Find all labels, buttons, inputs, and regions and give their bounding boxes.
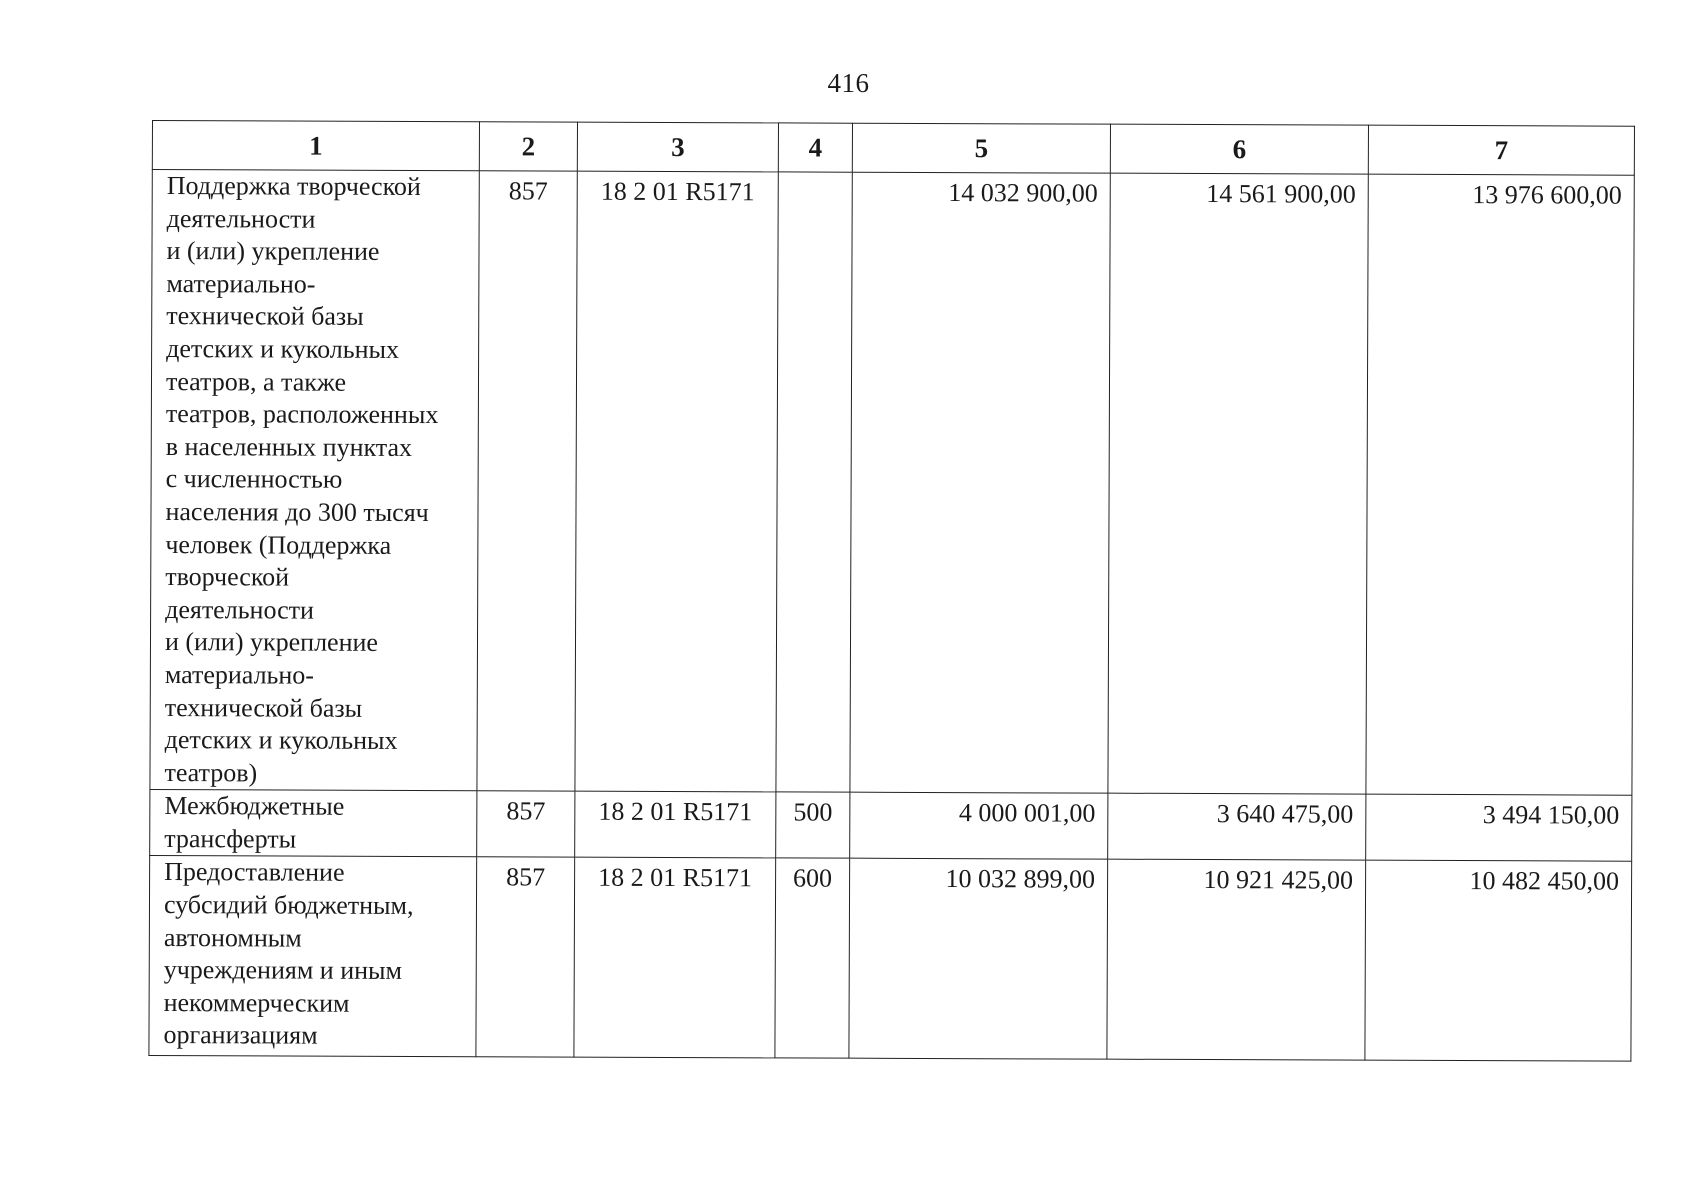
sum-year2-cell: 14 561 900,00 bbox=[1108, 173, 1368, 794]
expense-type-cell: 500 bbox=[776, 792, 850, 858]
expense-type-cell bbox=[776, 172, 852, 793]
header-col-4: 4 bbox=[778, 123, 852, 172]
sum-year3-cell: 13 976 600,00 bbox=[1366, 174, 1634, 795]
name-line: театров, расположенных bbox=[165, 399, 439, 430]
sum-year3-cell: 3 494 150,00 bbox=[1366, 794, 1632, 861]
header-col-5: 5 bbox=[852, 123, 1110, 173]
name-line: и (или) укрепление bbox=[166, 236, 380, 267]
budget-table bbox=[148, 120, 1635, 1062]
target-article-cell: 18 2 01 R5171 bbox=[575, 171, 778, 792]
page-number: 416 bbox=[827, 68, 870, 98]
table-row bbox=[149, 856, 1632, 1062]
target-article-cell: 18 2 01 R5171 bbox=[575, 791, 776, 858]
name-line: автономным bbox=[163, 922, 302, 953]
ministry-code-cell: 857 bbox=[477, 171, 577, 792]
name-line: детских и кукольных bbox=[164, 725, 398, 756]
header-col-7: 7 bbox=[1368, 125, 1634, 175]
name-line: материально- bbox=[164, 659, 315, 690]
name-line: трансферты bbox=[164, 823, 297, 854]
name-line: Межбюджетные bbox=[164, 791, 345, 822]
name-line: организациям bbox=[163, 1020, 318, 1051]
table-row bbox=[150, 790, 1632, 862]
row-name-cell bbox=[150, 790, 477, 857]
name-line: Предоставление bbox=[164, 857, 345, 888]
name-line: деятельности bbox=[165, 594, 315, 625]
table-row bbox=[150, 170, 1634, 796]
sum-year1-cell: 4 000 001,00 bbox=[850, 792, 1108, 859]
name-line: театров, а также bbox=[165, 366, 347, 397]
name-line: творческой bbox=[165, 562, 290, 592]
sum-year1-cell: 14 032 900,00 bbox=[850, 172, 1110, 793]
header-col-6: 6 bbox=[1110, 124, 1368, 174]
sum-year2-cell: 3 640 475,00 bbox=[1108, 793, 1366, 860]
row-name-cell bbox=[149, 856, 477, 1057]
ministry-code-cell: 857 bbox=[477, 791, 575, 858]
expense-type-cell: 600 bbox=[775, 858, 850, 1058]
name-line: населения до 300 тысяч bbox=[165, 496, 429, 528]
sum-year1-cell: 10 032 899,00 bbox=[849, 859, 1108, 1060]
name-line: материально- bbox=[166, 268, 316, 299]
name-line: субсидий бюджетным, bbox=[163, 890, 414, 921]
name-line: в населенных пунктах bbox=[165, 431, 413, 462]
header-col-1: 1 bbox=[152, 121, 479, 171]
name-line: деятельности bbox=[166, 203, 316, 234]
name-line: с численностью bbox=[165, 464, 343, 495]
header-row bbox=[152, 121, 1634, 176]
name-line: и (или) укрепление bbox=[164, 627, 379, 658]
row-name-cell bbox=[150, 170, 479, 792]
name-line: человек (Поддержка bbox=[165, 529, 392, 560]
ministry-code-cell: 857 bbox=[476, 857, 575, 1057]
name-line: учреждениям и иным bbox=[163, 955, 403, 986]
name-line: театров) bbox=[164, 757, 258, 788]
name-line: технической базы bbox=[164, 692, 363, 723]
name-line: детских и кукольных bbox=[166, 334, 400, 364]
header-col-2: 2 bbox=[479, 122, 577, 171]
sum-year2-cell: 10 921 425,00 bbox=[1107, 860, 1366, 1061]
header-col-3: 3 bbox=[577, 122, 778, 172]
name-line: некоммерческим bbox=[163, 987, 350, 1018]
name-line: технической базы bbox=[166, 301, 364, 332]
name-line: Поддержка творческой bbox=[166, 171, 421, 202]
sum-year3-cell: 10 482 450,00 bbox=[1365, 861, 1632, 1062]
target-article-cell: 18 2 01 R5171 bbox=[574, 858, 776, 1059]
